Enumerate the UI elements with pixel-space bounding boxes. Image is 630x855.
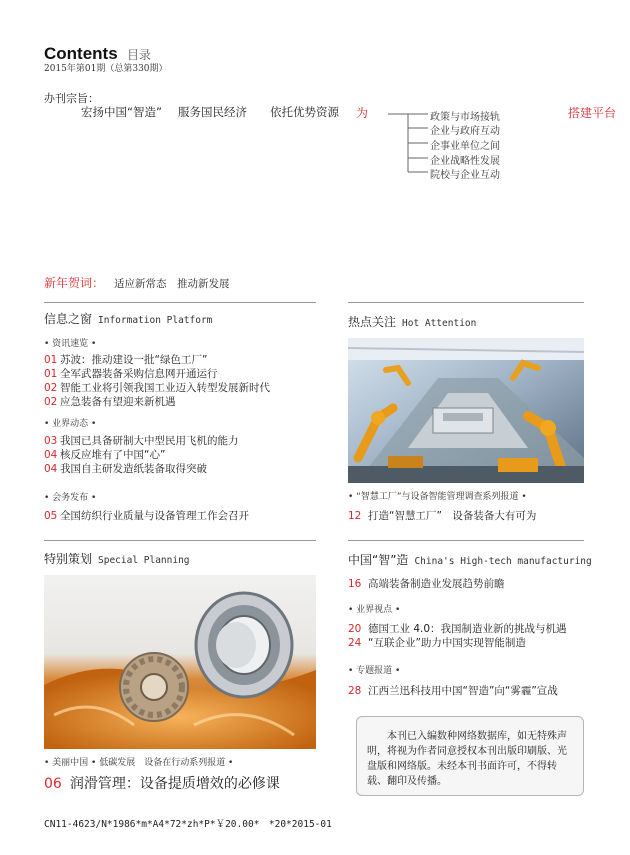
toc-item[interactable] [348,576,505,591]
toc-item-text: 德国工业 4.0：我国制造业新的挑战与机遇 [368,623,567,635]
group-label: • 会务发布 • [44,493,97,503]
toc-item-text: 应急装备有望迎来新机遇 [60,396,176,408]
contents-title-cn: 目录 [127,48,152,62]
section-rule [44,540,316,541]
toc-item-text: 全国纺织行业质量与设备管理工作会召开 [60,510,249,522]
toc-item-text: 打造“智慧工厂” 设备装备大有可为 [368,510,537,522]
section-rule [348,540,584,541]
toc-item[interactable] [44,380,270,395]
toc-item-text: 智能工业将引领我国工业迈入转型发展新时代 [60,382,270,394]
page-number: 01 [44,368,58,380]
toc-item-text: 江西兰迅科技用中国“智造”向“雾霾”宣战 [368,685,558,697]
group-label: • 资讯速览 • [44,339,97,349]
publication-code: CN11-4623/N*1986*m*A4*72*zh*P*￥20.00* *20*2015-01 [44,819,332,830]
page-number: 06 [44,776,62,792]
hot-caption: • “智慧工厂”与设备智能管理调查系列报道 • [348,492,527,502]
hot-section-title [348,313,476,330]
mission-branch: 院校与企业互动 [430,170,500,181]
gear-bearing-image [44,575,316,749]
mission-slogan-1: 宏扬中国“智造” [81,105,162,119]
mission-branch: 企业与政府互动 [430,126,500,137]
page-number: 02 [44,382,58,394]
mission-slogan-2: 服务国民经济 [178,105,247,119]
toc-item-text: 苏波：推动建设一批“绿色工厂” [60,354,208,366]
feature-item[interactable] [44,773,280,793]
mission-label: 办刊宗旨： [44,92,99,105]
hot-title-cn: 热点关注 [348,315,397,329]
page-number: 04 [44,449,58,461]
special-section-title [44,550,190,567]
page-number: 24 [348,637,362,649]
toc-item[interactable] [44,352,207,367]
page-number: 12 [348,510,362,522]
page-number: 05 [44,510,58,522]
new-year-label: 新年贺词： [44,276,105,290]
group-label: • 业界视点 • [348,605,401,615]
toc-item[interactable] [44,508,249,523]
toc-item[interactable] [44,447,165,462]
mission-tree-lines [388,108,432,178]
feature-item-text: 润滑管理：设备提质增效的必修课 [69,776,280,792]
group-label: • 专题报道 • [348,666,401,676]
issue-number: 2015年第01期（总第330期） [44,64,168,74]
section-rule [44,302,316,303]
copyright-notice: 本刊已入编数种网络数据库，如无特殊声明，将视为作者同意授权本刊出版印刷版、光盘版和网络版。未经本刊书面许可，不得转载、翻印及传播。 [356,716,584,796]
info-title-en: Information Platform [98,315,213,326]
special-photo [44,575,316,749]
hot-photo [348,338,584,483]
info-section-title [44,310,212,327]
page-number: 03 [44,435,58,447]
toc-item-text: “互联企业”助力中国实现智能制造 [368,637,526,649]
toc-item[interactable] [44,394,176,409]
info-title-cn: 信息之窗 [44,312,93,326]
toc-item-text: 我国已具备研制大中型民用飞机的能力 [60,435,239,447]
toc-item[interactable] [348,621,567,636]
china-title-cn: 中国“智”造 [348,553,409,567]
toc-item[interactable] [348,635,526,650]
toc-item-text: 高端装备制造业发展趋势前瞻 [368,578,505,590]
page-number: 02 [44,396,58,408]
china-title-en: China's High-tech manufacturing [414,556,592,567]
page-number: 01 [44,354,58,366]
group-label: • 业界动态 • [44,419,97,429]
special-title-en: Special Planning [98,555,190,566]
mission-platform: 搭建平台 [568,106,617,120]
mission-slogan-3: 依托优势资源 [270,105,339,119]
toc-item-text: 我国自主研发造纸装备取得突破 [60,463,207,475]
section-rule [348,302,584,303]
hot-title-en: Hot Attention [402,318,477,329]
page-number: 20 [348,623,362,635]
toc-item[interactable] [44,433,239,448]
china-section-title [348,551,592,568]
toc-item[interactable] [44,461,207,476]
toc-item[interactable] [348,683,558,698]
new-year-text: 适应新常态 推动新发展 [114,278,230,290]
contents-title: Contents [44,44,118,63]
page-number: 16 [348,578,362,590]
mission-branch: 企业战略性发展 [430,156,500,167]
mission-wei: 为 [356,106,369,120]
toc-item[interactable] [44,366,218,381]
special-title-cn: 特别策划 [44,552,93,566]
toc-item[interactable] [348,508,536,523]
page-number: 04 [44,463,58,475]
mission-branch: 企事业单位之间 [430,141,500,152]
toc-item-text: 核反应堆有了中国“心” [60,449,166,461]
toc-item-text: 全军武器装备采购信息网开通运行 [60,368,218,380]
mission-branch: 政策与市场接轨 [430,112,500,123]
special-caption: • 美丽中国 • 低碳发展 设备在行动系列报道 • [44,758,234,768]
robot-factory-image [348,338,584,483]
page-number: 28 [348,685,362,697]
